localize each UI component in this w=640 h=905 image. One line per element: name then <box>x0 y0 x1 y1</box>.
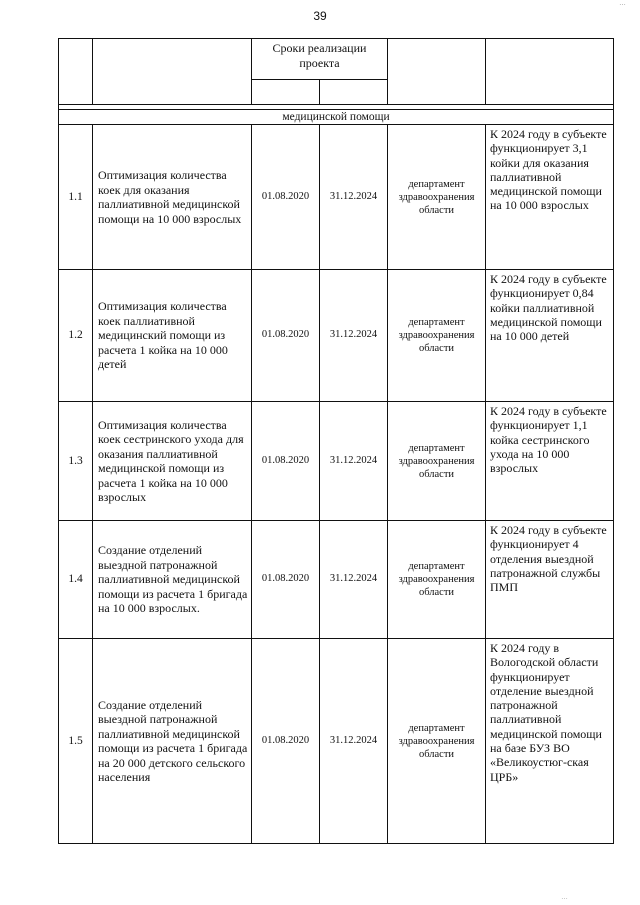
table-row <box>59 639 614 844</box>
row-activity: Оптимизация количества коек сестринского ухода для оказания паллиативной медицинской помощи из расчета 1 койка на 10 000 взрослых <box>93 402 252 521</box>
row-end-date: 31.12.2024 <box>320 125 388 270</box>
row-number: 1.3 <box>59 402 93 521</box>
section-row <box>59 110 614 125</box>
row-department: департамент здравоохранения области <box>388 402 486 521</box>
row-number: 1.4 <box>59 521 93 639</box>
row-activity: Создание отделений выездной патронажной паллиативной медицинской помощи из расчета 1 бригада на 20 000 детского сельского населения <box>93 639 252 844</box>
row-result: К 2024 году в субъекте функционирует 4 отделения выездной патронажной службы ПМП <box>486 521 614 639</box>
row-start-date: 01.08.2020 <box>252 521 320 639</box>
row-end-date: 31.12.2024 <box>320 402 388 521</box>
table-row <box>59 521 614 639</box>
row-activity: Создание отделений выездной патронажной паллиативной медицинской помощи из расчета 1 бригада на 10 000 взрослых. <box>93 521 252 639</box>
row-start-date: 01.08.2020 <box>252 125 320 270</box>
row-result: К 2024 году в субъекте функционирует 0,84 койки паллиативной медицинской помощи на 10 000 детей <box>486 270 614 402</box>
header-terms-cell: Сроки реализации проекта <box>252 39 388 80</box>
row-department: департамент здравоохранения области <box>388 270 486 402</box>
page-number: 39 <box>313 9 327 23</box>
header-name-cell <box>93 39 252 105</box>
row-department: департамент здравоохранения области <box>388 125 486 270</box>
row-activity: Оптимизация количества коек для оказания паллиативной медицинской помощи на 10 000 взрослых <box>93 125 252 270</box>
row-end-date: 31.12.2024 <box>320 639 388 844</box>
row-start-date: 01.08.2020 <box>252 402 320 521</box>
row-number: 1.2 <box>59 270 93 402</box>
row-result: К 2024 году в субъекте функционирует 1,1 койка сестринского ухода на 10 000 взрослых <box>486 402 614 521</box>
header-dept-cell <box>388 39 486 105</box>
section-label: медицинской помощи <box>59 110 614 125</box>
row-number: 1.1 <box>59 125 93 270</box>
header-start-cell <box>252 80 320 105</box>
row-number: 1.5 <box>59 639 93 844</box>
corner-mark: … <box>619 0 626 7</box>
table-header-row <box>59 39 614 80</box>
table-row <box>59 402 614 521</box>
row-department: департамент здравоохранения области <box>388 639 486 844</box>
row-result: К 2024 году в Вологодской области функционирует отделение выездной патронажной паллиативной медицинской помощи на базе БУЗ ВО «Великоустюг-ская ЦРБ» <box>486 639 614 844</box>
activities-table <box>58 38 614 844</box>
row-start-date: 01.08.2020 <box>252 270 320 402</box>
row-department: департамент здравоохранения области <box>388 521 486 639</box>
table-row <box>59 125 614 270</box>
footer-mark: … <box>561 894 568 901</box>
row-start-date: 01.08.2020 <box>252 639 320 844</box>
row-end-date: 31.12.2024 <box>320 521 388 639</box>
header-num-cell <box>59 39 93 105</box>
row-end-date: 31.12.2024 <box>320 270 388 402</box>
row-result: К 2024 году в субъекте функционирует 3,1 койки для оказания паллиативной медицинской помощи на 10 000 взрослых <box>486 125 614 270</box>
header-end-cell <box>320 80 388 105</box>
header-result-cell <box>486 39 614 105</box>
row-activity: Оптимизация количества коек паллиативной медицинский помощи из расчета 1 койка на 10 000 детей <box>93 270 252 402</box>
table-row <box>59 270 614 402</box>
